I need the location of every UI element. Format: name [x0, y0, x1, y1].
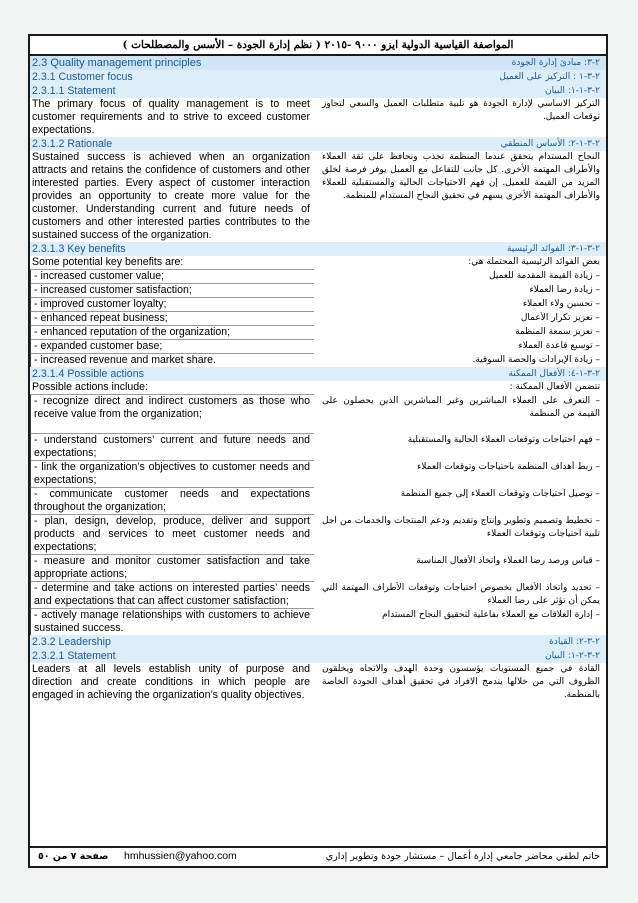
list-item	[30, 488, 606, 515]
paragraph-ar: النجاح المستدام يتحقق عندما المنظمة تجذب وتحافظ على ثقة العملاء والأطراف المهتمة الأخرى. كل جانب للتفاعل مع العميل يوفر فرصة لخلق المزيد من القيمة للعميل. إن فهم الاحتياجات الحالية والمستقبلية للعملاء والأطراف المهتمة الأخرى يسهم في تحقيق النجاح المستدام للمنظمة.	[322, 152, 600, 201]
heading-en: 2.3.1.1 Statement	[32, 85, 116, 97]
benefit-ar: – تعزيز تكرار الأعمال	[520, 313, 600, 323]
action-ar: – ربط أهداف المنظمة باحتياجات وتوقعات العملاء	[417, 462, 600, 472]
paragraph-row	[30, 381, 606, 395]
document-page	[28, 34, 608, 868]
heading-ar: ٢-٣-١-٤: الأفعال الممكنة	[508, 369, 600, 379]
paragraph-en: Some potential key benefits are:	[30, 256, 314, 270]
benefit-ar: – زيادة القيمة المقدمة للعميل	[489, 271, 600, 281]
list-item	[30, 298, 606, 312]
author-credit: حاتم لطفي محاضر جامعي إدارة أعمال – مستشار جودة وتطوير إداري	[325, 851, 600, 862]
section-heading	[30, 635, 606, 649]
paragraph-row	[30, 256, 606, 270]
benefit-ar: – تحسين ولاء العملاء	[522, 299, 600, 309]
section-heading	[30, 70, 606, 84]
heading-en: 2.3.1.4 Possible actions	[32, 368, 144, 380]
bilingual-content	[30, 56, 606, 846]
paragraph-en: The primary focus of quality management is to meet customer requirements and to strive to exceed customer expectations.	[32, 98, 310, 136]
action-ar: – تخطيط وتصميم وتطوير وإنتاج وتقديم ودعم المنتجات والخدمات من اجل تلبية احتياجات وتوقعات العملاء	[322, 516, 600, 539]
list-item	[30, 340, 606, 354]
list-item	[30, 555, 606, 582]
action-en: - determine and take actions on interested parties’ needs and expectations that can affect customer satisfaction;	[30, 582, 314, 609]
list-item	[30, 582, 606, 609]
benefit-en: - enhanced repeat business;	[30, 312, 314, 326]
action-ar: – إدارة العلاقات مع العملاء بفاعلية لتحقيق النجاح المستدام	[382, 610, 600, 620]
action-ar: – توصيل احتياجات وتوقعات العملاء إلى جميع المنظمة	[400, 489, 600, 499]
action-ar: – قياس ورصد رضا العملاء واتخاذ الأفعال المناسبة	[416, 556, 600, 566]
action-en: - communicate customer needs and expectations throughout the organization;	[30, 488, 314, 515]
heading-ar: ٢-٣: مبادئ إدارة الجودة	[511, 58, 600, 68]
list-item	[30, 284, 606, 298]
paragraph-row	[30, 98, 606, 137]
benefit-ar: – توسيع قاعدة العملاء	[518, 341, 600, 351]
list-item	[30, 312, 606, 326]
action-en: - measure and monitor customer satisfaction and take appropriate actions;	[30, 555, 314, 582]
benefit-en: - enhanced reputation of the organization;	[30, 326, 314, 340]
action-ar: – تحديد واتخاذ الأفعال بخصوص احتياجات وتوقعات الأطراف المهتمة التي يمكن أن تؤثر على رضا العملاء	[322, 583, 600, 606]
benefit-ar: – زيادة الإيرادات والحصة السوقية.	[472, 355, 600, 365]
paragraph-en: Leaders at all levels establish unity of purpose and direction and create conditions in which people are engaged in achieving the organization’s quality objectives.	[32, 663, 310, 701]
section-heading	[30, 367, 606, 381]
action-en: - link the organization’s objectives to customer needs and expectations;	[30, 461, 314, 488]
list-item	[30, 609, 606, 635]
section-heading	[30, 137, 606, 151]
page-footer	[30, 846, 606, 866]
list-item	[30, 434, 606, 461]
author-email: hmhussien@yahoo.com	[124, 850, 237, 862]
benefit-en: - increased customer satisfaction;	[30, 284, 314, 298]
action-en: - actively manage relationships with customers to achieve sustained success.	[30, 609, 314, 635]
action-ar: – التعرف على العملاء المباشرين وغير المباشرين الذين يحصلون على القيمة من المنظمة	[322, 396, 600, 419]
page-header: المواصفة القياسية الدولية ايزو ٩٠٠٠ -٢٠١٥ ( نظم إدارة الجودة – الأسس والمصطلحات )	[30, 36, 606, 56]
heading-ar: ٢-٣-١ : التركيز على العميل	[499, 72, 600, 82]
heading-ar: ٢-٣-١-٣: الفوائد الرئيسية	[506, 244, 600, 254]
heading-ar: ٢-٣-١-٢: الأساس المنطقي	[500, 139, 600, 149]
action-ar: – فهم احتياجات وتوقعات العملاء الحالية والمستقبلية	[407, 435, 600, 445]
heading-en: 2.3.2 Leadership	[32, 636, 111, 648]
heading-en: 2.3 Quality management principles	[32, 57, 202, 69]
benefit-ar: – زيادة رضا العملاء	[529, 285, 600, 295]
list-item	[30, 395, 606, 434]
list-item	[30, 461, 606, 488]
paragraph-row	[30, 663, 606, 702]
heading-en: 2.3.1.3 Key benefits	[32, 243, 126, 255]
action-en: - understand customers’ current and future needs and expectations;	[30, 434, 314, 461]
list-item	[30, 270, 606, 284]
paragraph-ar: تتضمن الأفعال الممكنة :	[509, 382, 600, 392]
section-heading	[30, 242, 606, 256]
heading-ar: ٢-٣-٢: القيادة	[549, 637, 600, 647]
benefit-en: - increased revenue and market share.	[30, 354, 314, 367]
section-heading	[30, 56, 606, 70]
paragraph-ar: التركيز الاساسي لإدارة الجودة هو تلبية متطلبات العميل والسعي لتجاوز توقعات العميل.	[322, 99, 600, 122]
list-item	[30, 326, 606, 340]
section-heading	[30, 649, 606, 663]
section-heading	[30, 84, 606, 98]
paragraph-en: Sustained success is achieved when an organization attracts and retains the confidence of customers and other interested parties. Every aspect of customer interaction provides an opportunity to create more value for the customer. Understanding current and future needs of customers and other interested parties contributes to the sustained success of the organization.	[32, 151, 310, 241]
heading-en: 2.3.1.2 Rationale	[32, 138, 113, 150]
page-number: صفحة ٧ من ٥٠	[38, 851, 109, 862]
heading-ar: ٢-٣-٢-١: البيان	[544, 651, 600, 661]
heading-en: 2.3.2.1 Statement	[32, 650, 116, 662]
paragraph-en: Possible actions include:	[30, 381, 314, 395]
benefit-en: - increased customer value;	[30, 270, 314, 284]
benefit-en: - improved customer loyalty;	[30, 298, 314, 312]
list-item	[30, 515, 606, 555]
paragraph-ar: بعض الفوائد الرئيسية المحتملة هي:	[468, 257, 600, 267]
heading-ar: ٢-٣-١-١: البيان	[544, 86, 600, 96]
action-en: - recognize direct and indirect customers as those who receive value from the organization;	[30, 395, 314, 434]
action-en: - plan, design, develop, produce, deliver and support products and services to meet customer needs and expectations;	[30, 515, 314, 555]
paragraph-row	[30, 151, 606, 242]
benefit-ar: – تعزيز سمعة المنظمة	[515, 327, 600, 337]
heading-en: 2.3.1 Customer focus	[32, 71, 133, 83]
benefit-en: - expanded customer base;	[30, 340, 314, 354]
list-item	[30, 354, 606, 367]
paragraph-ar: القادة في جميع المستويات يؤسسون وحدة الهدف والاتجاه ويخلقون الظروف التي من خلالها يندمج الافراد في تحقيق أهداف الجودة الخاصة بالمنظمة.	[322, 664, 600, 700]
